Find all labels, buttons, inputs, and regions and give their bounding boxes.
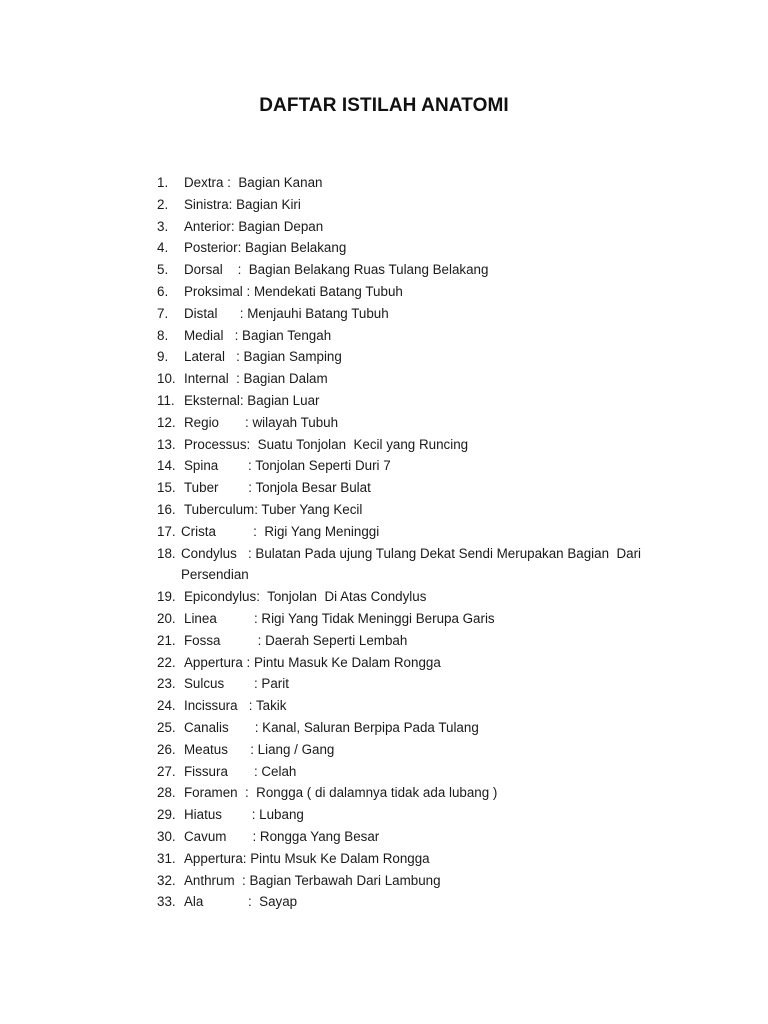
item-text: Cavum : Rongga Yang Besar <box>184 828 380 844</box>
item-number: 33. <box>157 894 176 910</box>
list-item <box>157 499 677 521</box>
item-number: 14. <box>157 458 176 474</box>
item-number: 31. <box>157 850 176 866</box>
item-text: Fissura : Celah <box>184 763 297 779</box>
list-item <box>157 543 677 565</box>
item-number: 32. <box>157 872 176 888</box>
list-item <box>157 695 677 717</box>
item-text: Appertura : Pintu Masuk Ke Dalam Rongga <box>184 654 441 670</box>
list-item <box>157 412 677 434</box>
item-number: 22. <box>157 654 176 670</box>
item-text: Hiatus : Lubang <box>184 807 304 823</box>
item-text: Sinistra: Bagian Kiri <box>184 196 301 212</box>
list-item <box>157 281 677 303</box>
item-number: 17. <box>157 523 176 539</box>
list-item <box>157 826 677 848</box>
list-item <box>157 761 677 783</box>
item-text: Distal : Menjauhi Batang Tubuh <box>184 305 389 321</box>
item-number: 27. <box>157 763 176 779</box>
item-number: 24. <box>157 698 176 714</box>
item-number: 2. <box>157 196 169 212</box>
list-item <box>157 782 677 804</box>
document-title: DAFTAR ISTILAH ANATOMI <box>259 95 509 116</box>
item-text: Posterior: Bagian Belakang <box>184 240 347 256</box>
list-item <box>157 216 677 238</box>
item-number: 23. <box>157 676 176 692</box>
item-number: 13. <box>157 436 176 452</box>
item-text: Lateral : Bagian Samping <box>184 349 342 365</box>
item-text: Linea : Rigi Yang Tidak Meninggi Berupa Garis <box>184 610 495 626</box>
item-text: Foramen : Rongga ( di dalamnya tidak ada lubang ) <box>184 785 498 801</box>
item-text: Condylus : Bulatan Pada ujung Tulang Dekat Sendi Merupakan Bagian Dari <box>181 545 642 561</box>
list-item <box>157 521 677 543</box>
item-number: 12. <box>157 414 176 430</box>
item-text: Canalis : Kanal, Saluran Berpipa Pada Tulang <box>184 719 479 735</box>
list-item <box>157 259 677 281</box>
item-number: 10. <box>157 371 176 387</box>
list-item <box>157 804 677 826</box>
list-item <box>157 346 677 368</box>
item-number: 29. <box>157 807 176 823</box>
item-number: 19. <box>157 589 176 605</box>
item-number: 15. <box>157 480 176 496</box>
item-text: Processus: Suatu Tonjolan Kecil yang Runcing <box>184 436 469 452</box>
list-item <box>157 455 677 477</box>
item-number: 4. <box>157 240 169 256</box>
item-text: Spina : Tonjolan Seperti Duri 7 <box>184 458 391 474</box>
list-item <box>157 303 677 325</box>
item-text: Sulcus : Parit <box>184 676 289 692</box>
list-item <box>157 477 677 499</box>
item-number: 7. <box>157 305 169 321</box>
item-text: Proksimal : Mendekati Batang Tubuh <box>184 283 403 299</box>
list-item <box>157 237 677 259</box>
item-text: Regio : wilayah Tubuh <box>184 414 339 430</box>
item-text: Crista : Rigi Yang Meninggi <box>181 523 380 539</box>
item-text: Epicondylus: Tonjolan Di Atas Condylus <box>184 589 427 605</box>
list-item <box>157 608 677 630</box>
list-item <box>157 870 677 892</box>
list-item-continuation: Persendian <box>181 567 249 583</box>
item-text: Tuber : Tonjola Besar Bulat <box>184 480 371 496</box>
item-number: 30. <box>157 828 176 844</box>
list-item <box>157 434 677 456</box>
item-number: 1. <box>157 175 169 190</box>
item-text: Medial : Bagian Tengah <box>184 327 332 343</box>
item-number: 26. <box>157 741 176 757</box>
item-text: Dorsal : Bagian Belakang Ruas Tulang Belakang <box>184 262 489 278</box>
list-item <box>157 891 677 913</box>
item-number: 18. <box>157 545 176 561</box>
item-number: 3. <box>157 218 169 234</box>
list-item <box>157 194 677 216</box>
list-item <box>157 172 677 194</box>
item-text: Dextra : Bagian Kanan <box>184 175 323 190</box>
item-number: 5. <box>157 262 169 278</box>
item-number: 20. <box>157 610 176 626</box>
item-text: Incissura : Takik <box>184 698 287 714</box>
list-item <box>157 739 677 761</box>
list-item <box>157 848 677 870</box>
list-item <box>157 586 677 608</box>
item-text: Tuberculum: Tuber Yang Kecil <box>184 501 363 517</box>
list-item <box>157 325 677 347</box>
list-item <box>157 652 677 674</box>
list-item <box>157 630 677 652</box>
item-text: Internal : Bagian Dalam <box>184 371 328 387</box>
item-text: Ala : Sayap <box>184 894 298 910</box>
list-item <box>157 717 677 739</box>
item-text: Eksternal: Bagian Luar <box>184 392 320 408</box>
item-text: Meatus : Liang / Gang <box>184 741 335 757</box>
item-number: 8. <box>157 327 169 343</box>
item-number: 28. <box>157 785 176 801</box>
item-number: 25. <box>157 719 176 735</box>
list-item <box>157 368 677 390</box>
list-item <box>157 390 677 412</box>
item-number: 6. <box>157 283 169 299</box>
item-text: Appertura: Pintu Msuk Ke Dalam Rongga <box>184 850 430 866</box>
list-item <box>157 673 677 695</box>
item-text: Anthrum : Bagian Terbawah Dari Lambung <box>184 872 441 888</box>
term-list <box>157 172 677 913</box>
item-text: Fossa : Daerah Seperti Lembah <box>184 632 408 648</box>
item-number: 21. <box>157 632 176 648</box>
item-text: Anterior: Bagian Depan <box>184 218 324 234</box>
item-number: 16. <box>157 501 176 517</box>
item-number: 9. <box>157 349 169 365</box>
item-number: 11. <box>157 392 175 408</box>
